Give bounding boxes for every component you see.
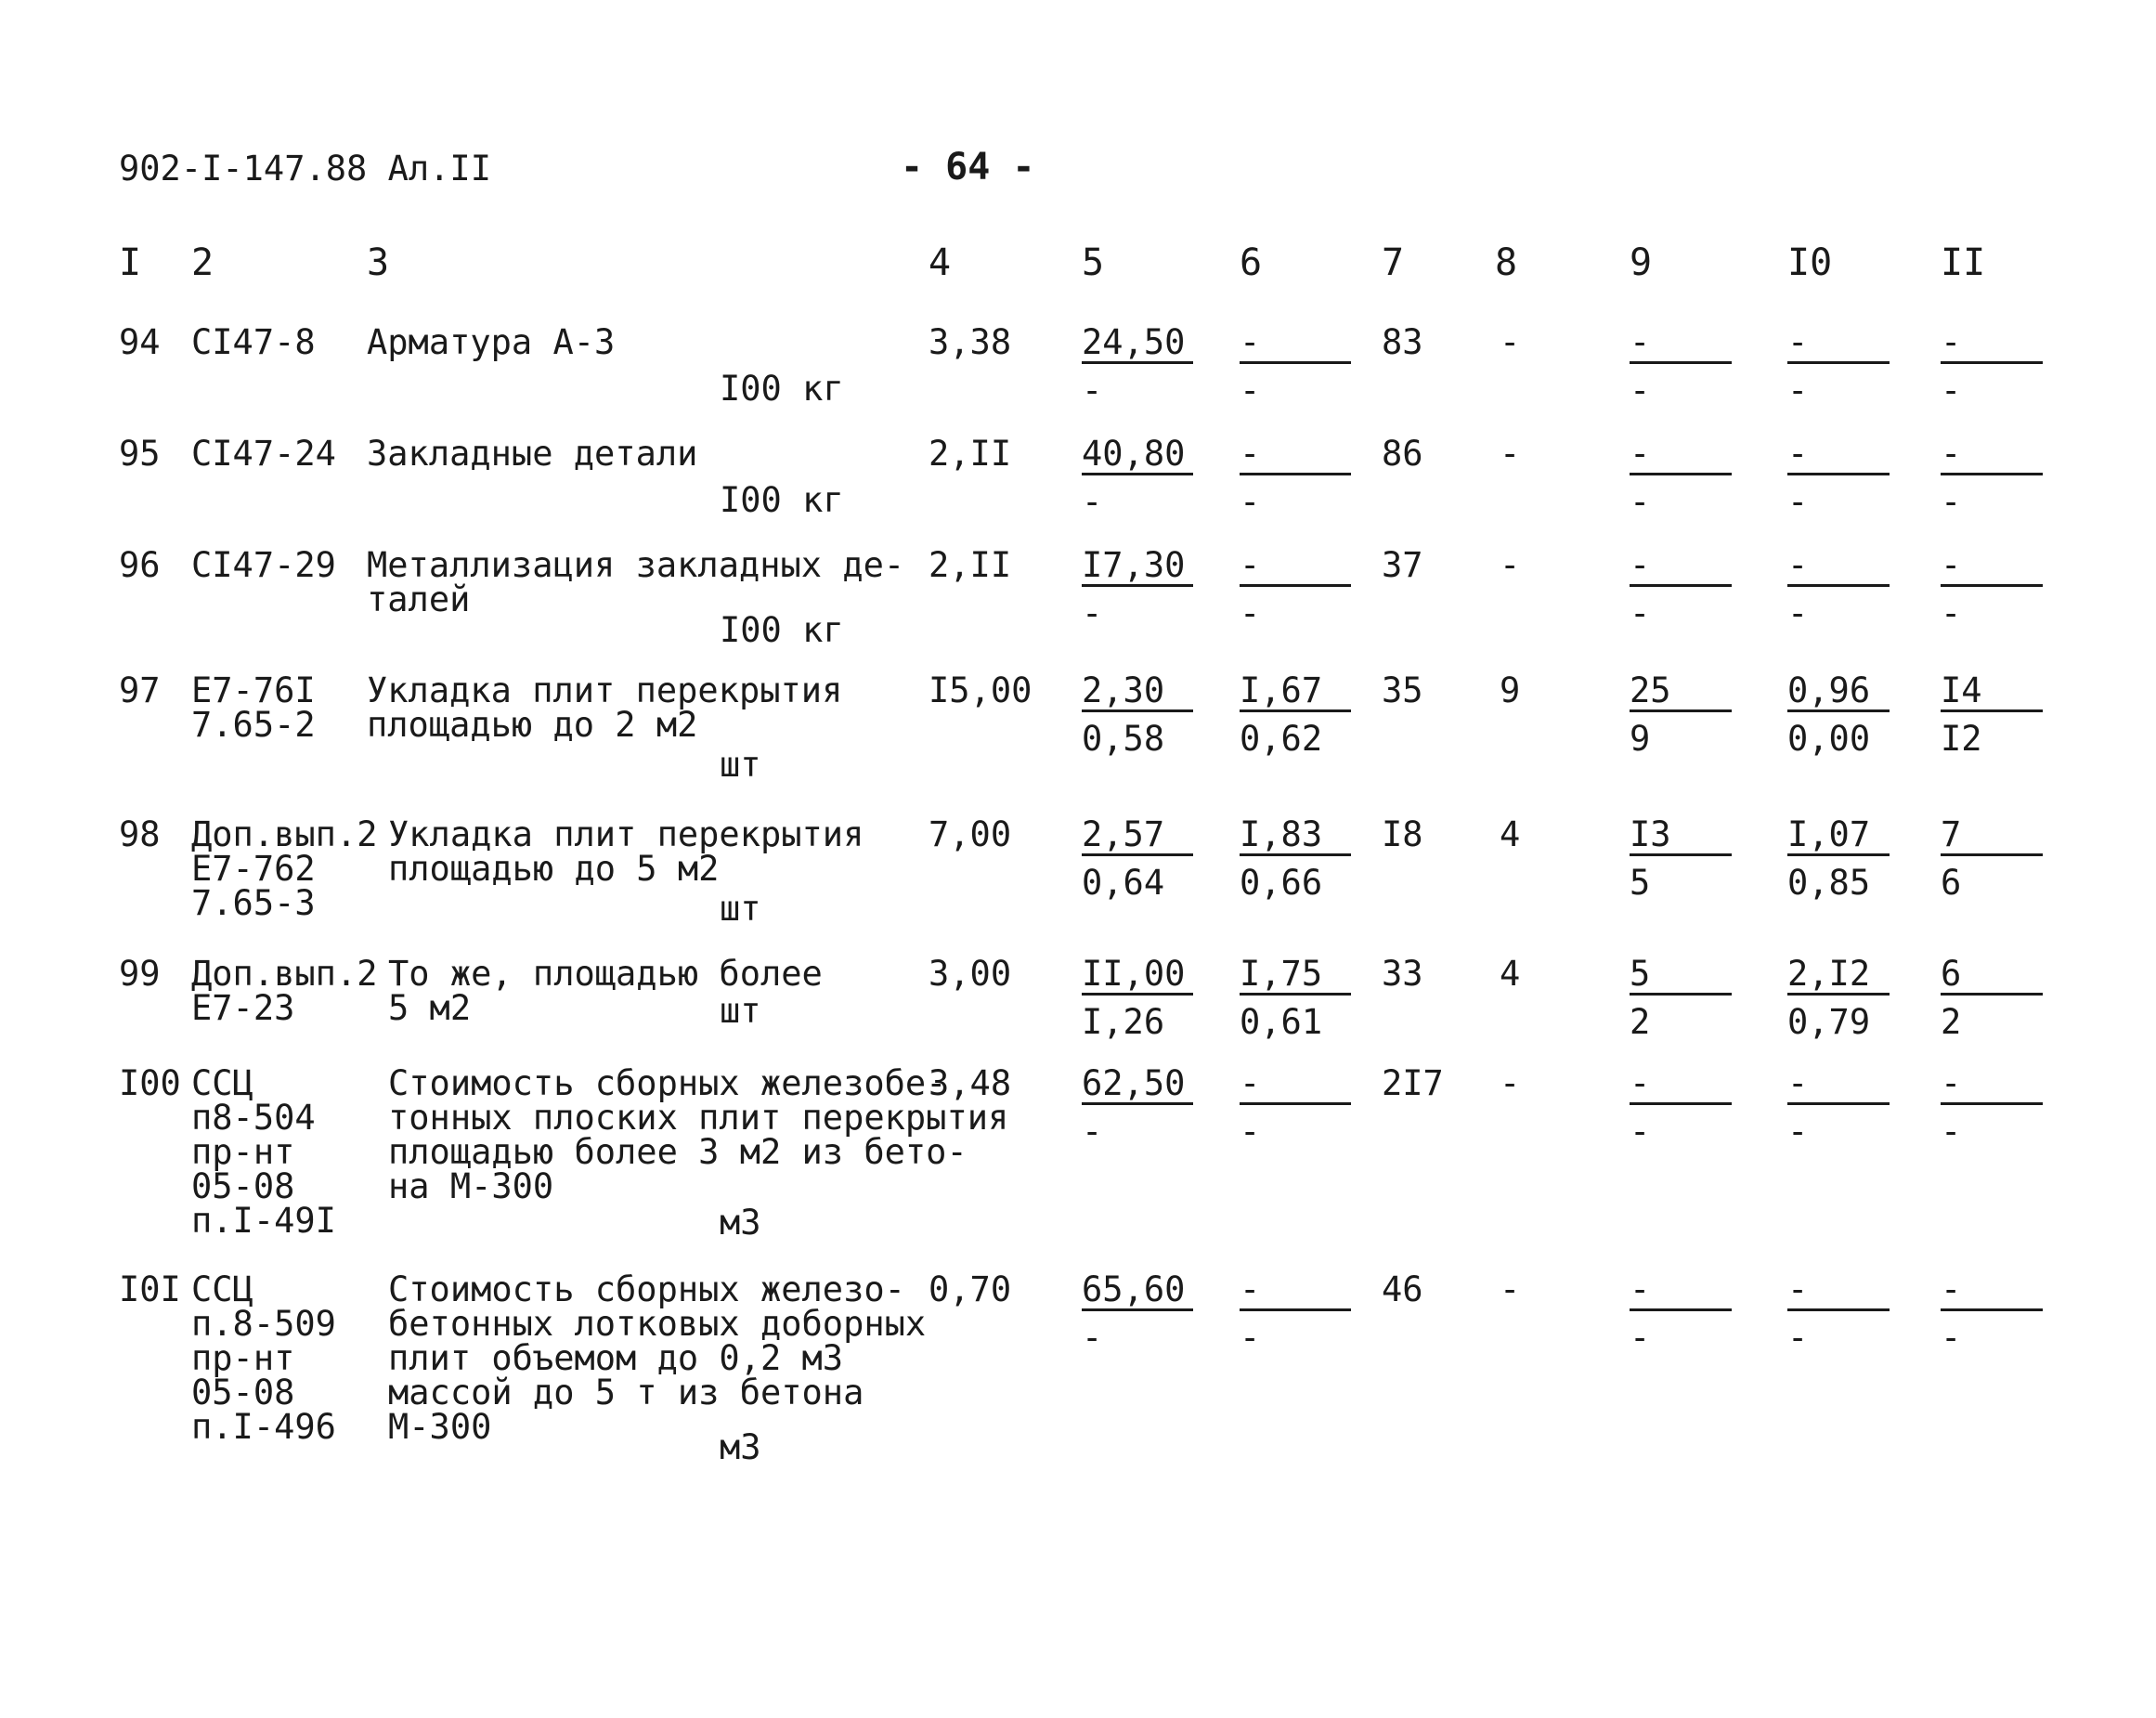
row-code: CI47-24 bbox=[191, 434, 336, 474]
row-col7: 86 bbox=[1382, 434, 1423, 474]
row-col8: 4 bbox=[1500, 954, 1521, 994]
fraction-cell-c11 bbox=[1941, 1063, 2043, 1152]
column-header: 2 bbox=[191, 241, 214, 284]
column-header: 6 bbox=[1240, 241, 1263, 284]
fraction-denominator: - bbox=[1630, 593, 1651, 633]
fraction-denominator: 5 bbox=[1630, 863, 1651, 903]
fraction-numerator: - bbox=[1941, 548, 2043, 587]
fraction-cell-c9 bbox=[1630, 954, 1732, 1042]
row-name: Укладка плит перекрытия площадью до 2 м2 bbox=[367, 670, 843, 745]
row-code: ССЦ п.8-509 пр-нт 05-08 п.I-496 bbox=[191, 1269, 336, 1447]
fraction-numerator: 7 bbox=[1941, 817, 2043, 856]
column-header: 5 bbox=[1082, 241, 1105, 284]
fraction-numerator: - bbox=[1941, 436, 2043, 475]
fraction-denominator: - bbox=[1630, 1112, 1651, 1152]
fraction-denominator: - bbox=[1941, 1318, 1962, 1358]
fraction-cell-c9 bbox=[1630, 670, 1732, 759]
fraction-numerator: 62,50 bbox=[1082, 1066, 1193, 1105]
fraction-cell-c11 bbox=[1941, 434, 2043, 522]
fraction-denominator: - bbox=[1787, 593, 1809, 633]
row-unit: I00 кг bbox=[720, 369, 844, 409]
fraction-denominator: - bbox=[1082, 371, 1103, 410]
fraction-denominator: - bbox=[1941, 593, 1962, 633]
fraction-numerator: - bbox=[1240, 548, 1351, 587]
row-unit: шт bbox=[720, 745, 761, 785]
fraction-denominator: 0,66 bbox=[1240, 863, 1323, 903]
row-col8: - bbox=[1500, 1269, 1521, 1309]
fraction-denominator: - bbox=[1240, 1318, 1261, 1358]
row-code: Доп.вып.2 E7-762 7.65-3 bbox=[191, 814, 378, 923]
fraction-cell-c5 bbox=[1082, 545, 1193, 633]
fraction-numerator: - bbox=[1240, 325, 1351, 364]
fraction-denominator: - bbox=[1082, 593, 1103, 633]
row-code: CI47-29 bbox=[191, 545, 336, 585]
fraction-cell-c10 bbox=[1787, 670, 1890, 759]
row-col8: - bbox=[1500, 545, 1521, 585]
row-name: Закладные детали bbox=[367, 434, 698, 474]
row-code: E7-76I 7.65-2 bbox=[191, 670, 316, 745]
row-col7: 37 bbox=[1382, 545, 1423, 585]
fraction-numerator: - bbox=[1630, 436, 1732, 475]
row-col7: 83 bbox=[1382, 322, 1423, 362]
fraction-numerator: - bbox=[1787, 1066, 1890, 1105]
fraction-denominator: - bbox=[1941, 482, 1962, 522]
fraction-denominator: I,26 bbox=[1082, 1002, 1165, 1042]
row-unit: м3 bbox=[720, 1427, 761, 1467]
fraction-denominator: - bbox=[1240, 482, 1261, 522]
fraction-denominator: - bbox=[1787, 1112, 1809, 1152]
fraction-cell-c10 bbox=[1787, 545, 1890, 633]
row-unit: м3 bbox=[720, 1203, 761, 1243]
fraction-numerator: - bbox=[1787, 436, 1890, 475]
fraction-cell-c5 bbox=[1082, 814, 1193, 903]
page-number: - 64 - bbox=[901, 146, 1035, 189]
fraction-cell-c5 bbox=[1082, 954, 1193, 1042]
fraction-numerator: - bbox=[1787, 548, 1890, 587]
fraction-numerator: I,83 bbox=[1240, 817, 1351, 856]
fraction-numerator: - bbox=[1630, 1272, 1732, 1311]
fraction-denominator: 0,61 bbox=[1240, 1002, 1323, 1042]
fraction-cell-c5 bbox=[1082, 670, 1193, 759]
row-col8: - bbox=[1500, 434, 1521, 474]
fraction-cell-c9 bbox=[1630, 322, 1732, 410]
row-col7: 35 bbox=[1382, 670, 1423, 710]
fraction-numerator: 2,30 bbox=[1082, 673, 1193, 712]
fraction-denominator: 0,64 bbox=[1082, 863, 1165, 903]
fraction-denominator: - bbox=[1787, 1318, 1809, 1358]
fraction-cell-c6 bbox=[1240, 434, 1351, 522]
fraction-numerator: 0,96 bbox=[1787, 673, 1890, 712]
row-qty: I5,00 bbox=[929, 670, 1033, 710]
fraction-numerator: - bbox=[1630, 1066, 1732, 1105]
fraction-denominator: 2 bbox=[1941, 1002, 1962, 1042]
row-col8: - bbox=[1500, 1063, 1521, 1103]
fraction-denominator: - bbox=[1941, 1112, 1962, 1152]
row-code: ССЦ п8-504 пр-нт 05-08 п.I-49I bbox=[191, 1063, 336, 1241]
row-qty: 2,II bbox=[929, 434, 1012, 474]
fraction-denominator: - bbox=[1630, 1318, 1651, 1358]
fraction-cell-c6 bbox=[1240, 1063, 1351, 1152]
fraction-denominator: 9 bbox=[1630, 719, 1651, 759]
column-header: I0 bbox=[1787, 241, 1833, 284]
row-qty: 3,48 bbox=[929, 1063, 1012, 1103]
fraction-numerator: - bbox=[1787, 1272, 1890, 1311]
row-unit: шт bbox=[720, 889, 761, 929]
fraction-denominator: - bbox=[1787, 482, 1809, 522]
fraction-numerator: - bbox=[1630, 548, 1732, 587]
fraction-cell-c10 bbox=[1787, 814, 1890, 903]
fraction-cell-c10 bbox=[1787, 1063, 1890, 1152]
column-header: 7 bbox=[1382, 241, 1405, 284]
fraction-cell-c11 bbox=[1941, 1269, 2043, 1358]
fraction-numerator: - bbox=[1787, 325, 1890, 364]
row-number: 96 bbox=[119, 545, 161, 585]
row-col8: - bbox=[1500, 322, 1521, 362]
fraction-denominator: 0,00 bbox=[1787, 719, 1871, 759]
fraction-denominator: - bbox=[1941, 371, 1962, 410]
row-number: 98 bbox=[119, 814, 161, 854]
row-col8: 4 bbox=[1500, 814, 1521, 854]
row-col7: 46 bbox=[1382, 1269, 1423, 1309]
fraction-denominator: - bbox=[1082, 1112, 1103, 1152]
fraction-denominator: - bbox=[1240, 593, 1261, 633]
row-number: I0I bbox=[119, 1269, 181, 1309]
fraction-numerator: I4 bbox=[1941, 673, 2043, 712]
row-unit: I00 кг bbox=[720, 610, 844, 650]
fraction-cell-c6 bbox=[1240, 954, 1351, 1042]
row-code: CI47-8 bbox=[191, 322, 316, 362]
row-name: Укладка плит перекрытия площадью до 5 м2 bbox=[388, 814, 864, 889]
fraction-denominator: - bbox=[1787, 371, 1809, 410]
fraction-denominator: 6 bbox=[1941, 863, 1962, 903]
fraction-numerator: - bbox=[1941, 325, 2043, 364]
fraction-denominator: 2 bbox=[1630, 1002, 1651, 1042]
row-unit: шт bbox=[720, 991, 761, 1031]
column-header: I bbox=[119, 241, 142, 284]
fraction-numerator: - bbox=[1240, 1272, 1351, 1311]
column-header: 4 bbox=[929, 241, 952, 284]
fraction-numerator: 5 bbox=[1630, 957, 1732, 996]
fraction-cell-c9 bbox=[1630, 545, 1732, 633]
fraction-numerator: 24,50 bbox=[1082, 325, 1193, 364]
fraction-denominator: 0,85 bbox=[1787, 863, 1871, 903]
row-name: То же, площадью более 5 м2 bbox=[388, 954, 823, 1028]
row-number: I00 bbox=[119, 1063, 181, 1103]
fraction-numerator: II,00 bbox=[1082, 957, 1193, 996]
fraction-numerator: I3 bbox=[1630, 817, 1732, 856]
row-qty: 3,00 bbox=[929, 954, 1012, 994]
fraction-cell-c9 bbox=[1630, 434, 1732, 522]
fraction-numerator: 6 bbox=[1941, 957, 2043, 996]
fraction-numerator: - bbox=[1941, 1066, 2043, 1105]
fraction-numerator: - bbox=[1240, 1066, 1351, 1105]
fraction-numerator: 40,80 bbox=[1082, 436, 1193, 475]
row-col7: I8 bbox=[1382, 814, 1423, 854]
fraction-denominator: 0,58 bbox=[1082, 719, 1165, 759]
fraction-cell-c11 bbox=[1941, 322, 2043, 410]
fraction-numerator: I,67 bbox=[1240, 673, 1351, 712]
fraction-cell-c10 bbox=[1787, 434, 1890, 522]
fraction-cell-c10 bbox=[1787, 1269, 1890, 1358]
fraction-cell-c6 bbox=[1240, 814, 1351, 903]
fraction-numerator: - bbox=[1630, 325, 1732, 364]
row-number: 95 bbox=[119, 434, 161, 474]
fraction-numerator: 65,60 bbox=[1082, 1272, 1193, 1311]
fraction-denominator: - bbox=[1630, 482, 1651, 522]
fraction-numerator: - bbox=[1240, 436, 1351, 475]
fraction-cell-c9 bbox=[1630, 1063, 1732, 1152]
column-header: II bbox=[1941, 241, 1986, 284]
fraction-cell-c10 bbox=[1787, 322, 1890, 410]
row-name: Металлизация закладных де- талей bbox=[367, 545, 905, 619]
fraction-denominator: - bbox=[1082, 1318, 1103, 1358]
fraction-cell-c6 bbox=[1240, 670, 1351, 759]
fraction-denominator: - bbox=[1240, 371, 1261, 410]
column-header: 3 bbox=[367, 241, 390, 284]
fraction-numerator: 2,57 bbox=[1082, 817, 1193, 856]
row-number: 99 bbox=[119, 954, 161, 994]
fraction-numerator: I,07 bbox=[1787, 817, 1890, 856]
column-header: 8 bbox=[1495, 241, 1518, 284]
fraction-cell-c11 bbox=[1941, 954, 2043, 1042]
row-unit: I00 кг bbox=[720, 480, 844, 520]
row-col7: 2I7 bbox=[1382, 1063, 1444, 1103]
row-number: 94 bbox=[119, 322, 161, 362]
row-qty: 2,II bbox=[929, 545, 1012, 585]
fraction-numerator: I7,30 bbox=[1082, 548, 1193, 587]
fraction-cell-c11 bbox=[1941, 670, 2043, 759]
fraction-cell-c5 bbox=[1082, 322, 1193, 410]
fraction-cell-c11 bbox=[1941, 545, 2043, 633]
row-qty: 3,38 bbox=[929, 322, 1012, 362]
fraction-numerator: 25 bbox=[1630, 673, 1732, 712]
fraction-cell-c11 bbox=[1941, 814, 2043, 903]
fraction-denominator: 0,62 bbox=[1240, 719, 1323, 759]
fraction-denominator: 0,79 bbox=[1787, 1002, 1871, 1042]
row-col7: 33 bbox=[1382, 954, 1423, 994]
fraction-cell-c5 bbox=[1082, 1063, 1193, 1152]
row-name: Арматура А-3 bbox=[367, 322, 616, 362]
fraction-denominator: - bbox=[1240, 1112, 1261, 1152]
row-qty: 0,70 bbox=[929, 1269, 1012, 1309]
fraction-denominator: I2 bbox=[1941, 719, 1982, 759]
document-code: 902-I-147.88 Ал.II bbox=[119, 149, 491, 189]
fraction-cell-c9 bbox=[1630, 814, 1732, 903]
fraction-denominator: - bbox=[1630, 371, 1651, 410]
fraction-numerator: 2,I2 bbox=[1787, 957, 1890, 996]
fraction-cell-c6 bbox=[1240, 322, 1351, 410]
fraction-cell-c9 bbox=[1630, 1269, 1732, 1358]
fraction-cell-c5 bbox=[1082, 1269, 1193, 1358]
row-number: 97 bbox=[119, 670, 161, 710]
fraction-numerator: - bbox=[1941, 1272, 2043, 1311]
row-qty: 7,00 bbox=[929, 814, 1012, 854]
fraction-cell-c10 bbox=[1787, 954, 1890, 1042]
row-col8: 9 bbox=[1500, 670, 1521, 710]
row-name: Стоимость сборных железобе- тонных плоских плит перекрытия площадью более 3 м2 из бето- на М-300 bbox=[388, 1063, 1009, 1206]
fraction-cell-c6 bbox=[1240, 1269, 1351, 1358]
fraction-denominator: - bbox=[1082, 482, 1103, 522]
row-name: Стоимость сборных железо- бетонных лотковых доборных плит объемом до 0,2 м3 массой до 5 т из бетона М-300 bbox=[388, 1269, 927, 1447]
fraction-cell-c6 bbox=[1240, 545, 1351, 633]
column-header: 9 bbox=[1630, 241, 1653, 284]
fraction-numerator: I,75 bbox=[1240, 957, 1351, 996]
fraction-cell-c5 bbox=[1082, 434, 1193, 522]
row-code: Доп.вып.2 E7-23 bbox=[191, 954, 378, 1028]
